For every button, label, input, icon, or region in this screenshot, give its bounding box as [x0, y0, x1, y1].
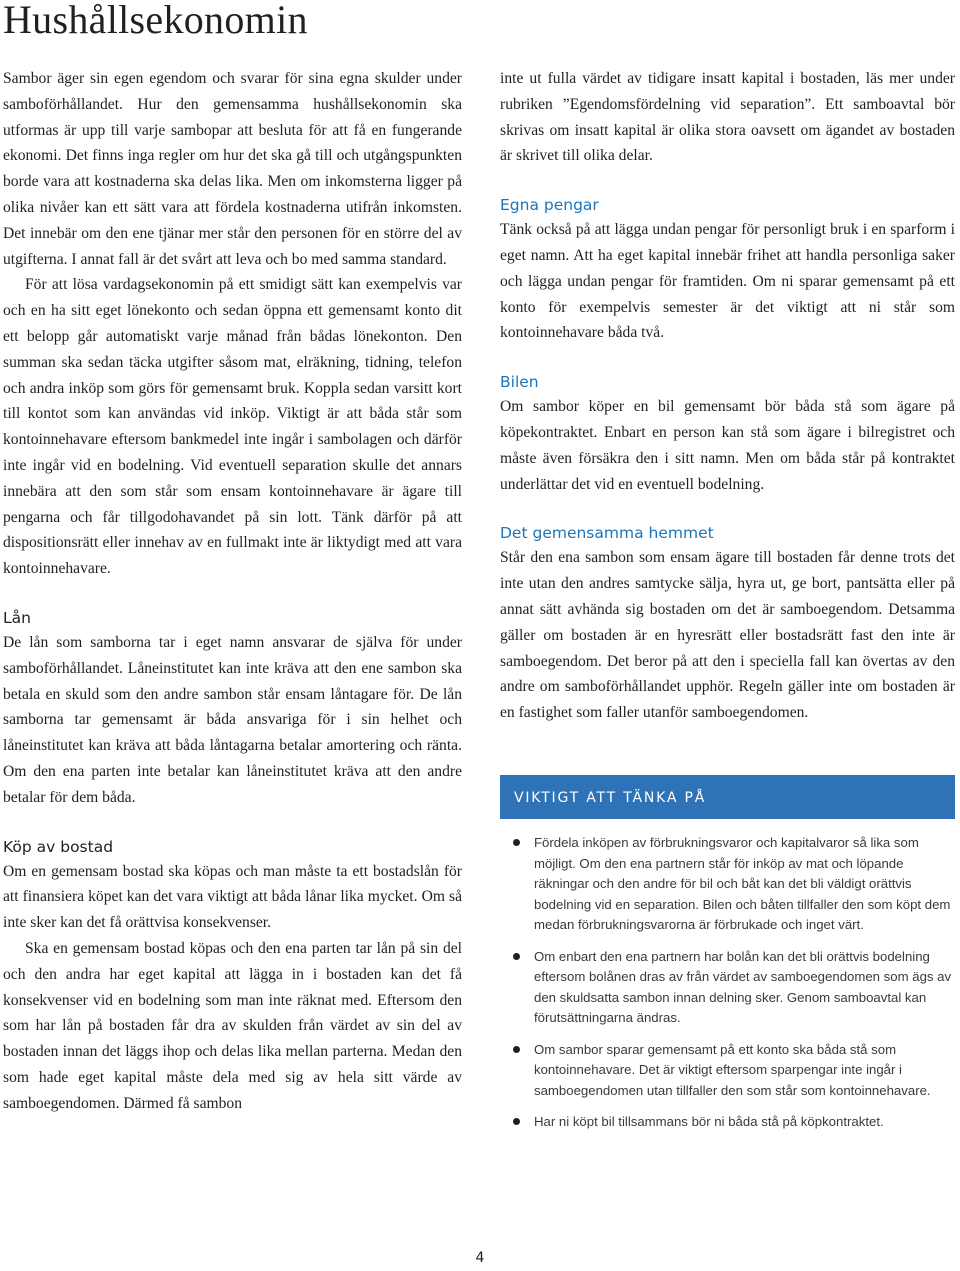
tips-list-item [500, 947, 955, 1029]
tips-list [500, 819, 955, 1133]
tips-list-item [500, 833, 955, 936]
egna-pengar-heading: Egna pengar [500, 196, 599, 215]
kop-paragraph-2: Ska en gemensam bostad köpas och den ena parten tar lån på sin del och den andra har eget kapital att lägga in i bostaden kan det få konsekvenser vid en bodelning som man inte räknat med. Eftersom den som har lån på bostaden får dra av skulden från värdet av sin del av bostaden innan det läggs ihop och delas lika mellan parterna. Medan den som hade eget kapital måste dela med sig av hela sitt värde av samboegendomen. Därmed få sambon [3, 939, 462, 1112]
bullet-icon [513, 839, 520, 846]
bullet-icon [513, 953, 520, 960]
egna-pengar-paragraph: Tänk också på att lägga undan pengar för personligt bruk i en sparform i eget namn. Att ha eget kapital innebär frihet att handla personliga saker och lägga undan pengar för framtiden. Om ni sparar gemensamt på ett konto för exempelvis semester är det viktigt att ni står som kontoinnehavare båda två. [500, 221, 955, 342]
kop-heading: Köp av bostad [3, 837, 114, 856]
bullet-icon [513, 1118, 520, 1125]
hemmet-paragraph: Står den ena sambon som ensam ägare till bostaden får denne trots det inte utan den andres samtycke sälja, hyra ut, ge bort, pantsätta eller på annat sätt avhända sig bostaden om det är samboegendom. Detsamma gäller om bostaden är en hyresrätt eller bostadsrätt fast den inte är samboegendom. Det beror på att den i speciella fall kan övertas av den andre om samboförhållandet upphör. Regeln gäller inte om bostaden är en fastighet som faller utanför samboegendomen. [500, 549, 955, 722]
tips-item-text: Fördela inköpen av förbrukningsvaror och kapitalvaror så lika som möjligt. Om den ena partnern står för inköp av mat och löpande räkningar och den andre för bil och båt kan det bli väldigt orättvis bodelning vid en separation. Bilen och båten tillfaller den som köpt dem medan förbrukningsvarorna är förbrukade och inget värt. [534, 835, 951, 932]
tips-list-item [500, 1112, 955, 1133]
intro-paragraph-2: För att lösa vardagsekonomin på ett smidigt sätt kan exempelvis var och en ha sitt eget lönekonto och sedan öppna ett gemensamt konto dit ett belopp går automatiskt varje månad från bådas lönekonton. Den summan ska sedan täcka utgifter såsom mat, elräkning, tidning, telefon och andra inköp som görs för gemensamt bruk. Koppla sedan varsitt kort till kontot som kan användas vid inköp. Viktigt är att båda står som kontoinnehavare eftersom bankmedel inte ingår i sambolagen och därför inte ingår vid en bodelning. Vid eventuell separation skulle det annars innebära att den som står som ensam kontoinnehavare är ägare till pengarna och får tillgodohavandet på sin lott. Tänk därför på att dispositionsrätt eller innehav av en fullmakt inte är liktydigt med att vara kontoinnehavare. [3, 276, 462, 578]
tips-item-text: Om enbart den ena partnern har bolån kan det bli orättvis bodelning eftersom bolånen dras av från värdet av samboegendomen som ägs av den skuldsatta sambon innan delning sker. Genom samboavtal kan förutsättningarna ändras. [534, 948, 952, 1025]
bilen-paragraph: Om sambor köper en bil gemensamt bör båda stå som ägare på köpekontraktet. Enbart en person kan stå som ägare i bilregistret och måste även försäkra den i sitt namn. Men om båda står på kontraktet underlättar det vid en eventuell bodelning. [500, 398, 955, 493]
hemmet-heading: Det gemensamma hemmet [500, 524, 714, 543]
intro-paragraph: Sambor äger sin egen egendom och svarar för sina egna skulder under samboförhållandet. Hur den gemensamma hushållsekonomin ska utformas är upp till varje sambopar att besluta för att få en fungerande ekonomi. Det finns inga regler om hur det ska gå till och utgångspunkten borde vara att kostnaderna ska delas lika. Men om inkomsterna ligger på olika nivåer kan ett sätt vara att fördela kostnaderna utifrån inkomsten. Det innebär om den ene tjänar mer står den personen för en större del av utgifterna. I annat fall är det svårt att leva och bo med samma standard. [3, 70, 462, 268]
tips-item-text: Om sambor sparar gemensamt på ett konto ska båda stå som kontoinnehavare. Det är viktigt eftersom sparpengar inte ingår i samboegendomen utan tillfaller den som står som kontoinnehavare. [534, 1041, 931, 1098]
continued-paragraph: inte ut fulla värdet av tidigare insatt kapital i bostaden, läs mer under rubriken ”Egendomsfördelning vid separation”. Ett samboavtal bör skrivas om insatt kapital är olika stora oavsett om ägandet av bostaden är skrivet till olika delar. [500, 70, 955, 165]
right-column [500, 66, 955, 726]
tips-box [500, 775, 955, 1144]
tips-item-text: Har ni köpt bil tillsammans bör ni båda stå på köpkontraktet. [534, 1114, 884, 1129]
lan-paragraph: De lån som samborna tar i eget namn ansvarar de själva för under samboförhållandet. Låneinstitutet kan inte kräva att den ene sambon ska betala en skuld som den andre sambon står ensam låntagare för. De lån samborna tar gemensamt är båda ansvariga för i sin helhet och låneinstitutet kan kräva att båda låntagarna betalar amortering och ränta. Om den ena parten inte betalar kan låneinstitutet kräva att den andre betalar för dem båda. [3, 633, 462, 806]
tips-box-heading: VIKTIGT ATT TÄNKA PÅ [500, 775, 955, 819]
page-number: 4 [475, 1250, 485, 1266]
page-title: Hushållsekonomin [3, 0, 308, 42]
bullet-icon [513, 1046, 520, 1053]
bilen-heading: Bilen [500, 373, 539, 392]
tips-list-item [500, 1040, 955, 1102]
kop-paragraph-1: Om en gemensam bostad ska köpas och man måste ta ett bostadslån för att finansiera köpet kan det vara viktigt att båda lånar lika mycket. Om så inte sker kan det få orättvisa konsekvenser. [3, 862, 462, 932]
left-column [3, 66, 462, 1116]
lan-heading: Lån [3, 608, 31, 627]
